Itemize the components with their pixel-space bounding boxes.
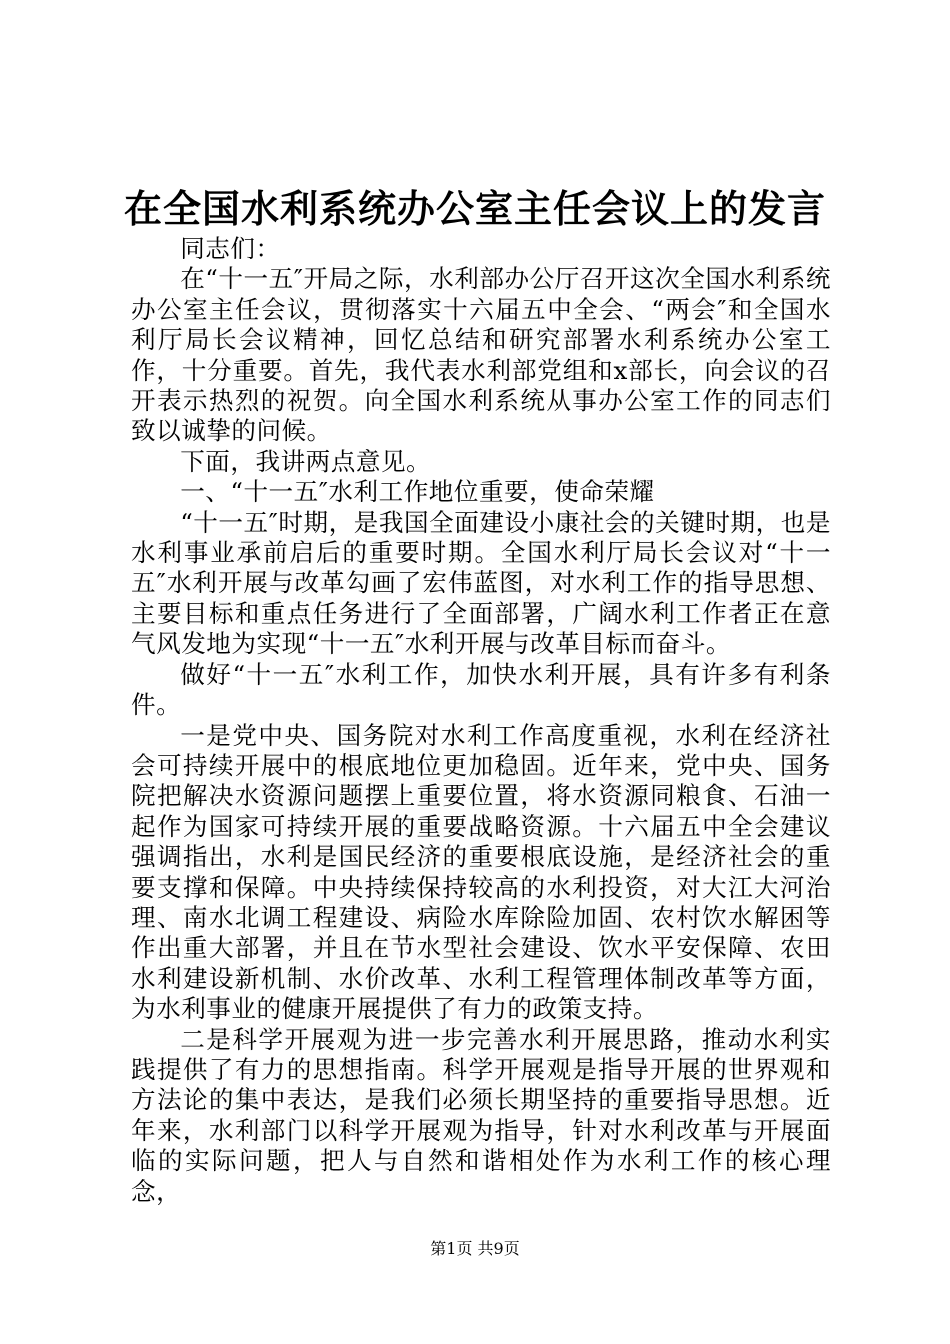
paragraph-salutation: 同志们： — [180, 234, 281, 263]
paragraph-transition: 下面，我讲两点意见。 — [180, 446, 432, 476]
paragraph-opening: 在“十一五″开局之际，水利部办公厅召开这次全国水利系统办公室主任会议，贯彻落实十六届五中全会、“两会″和全国水利厅局长会议精神，回忆总结和研究部署水利系统办公室工作，十分重要。首先，我代表水利部党组和x部长，向会议的召开表示热烈的祝贺。向全国水利系统从事办公室工作的同志们致以诚挚的问候。 — [131, 264, 831, 446]
paragraph-point-one: 一是党中央、国务院对水利工作高度重视，水利在经济社会可持续开展中的根底地位更加稳固。近年来，党中央、国务院把解决水资源问题摆上重要位置，将水资源同粮食、石油一起作为国家可持续开展的重要战略资源。十六届五中全会建议强调指出，水利是国民经济的重要根底设施，是经济社会的重要支撑和保障。中央持续保持较高的水利投资，对大江大河治理、南水北调工程建设、病险水库除险加固、农村饮水解困等作出重大部署，并且在节水型社会建设、饮水平安保障、农田水利建设新机制、水价改革、水利工程管理体制改革等方面，为水利事业的健康开展提供了有力的政策支持。 — [131, 720, 831, 1024]
paragraph-period: “十一五″时期，是我国全面建设小康社会的关键时期，也是水利事业承前启后的重要时期。全国水利厅局长会议对“十一五″水利开展与改革勾画了宏伟蓝图，对水利工作的指导思想、主要目标和重点任务进行了全面部署，广阔水利工作者正在意气风发地为实现“十一五″水利开展与改革目标而奋斗。 — [131, 507, 831, 659]
section-heading-one: 一、“十一五″水利工作地位重要，使命荣耀 — [180, 477, 655, 507]
document-title: 在全国水利系统办公室主任会议上的发言 — [123, 186, 826, 231]
paragraph-point-two: 二是科学开展观为进一步完善水利开展思路，推动水利实践提供了有力的思想指南。科学开展观是指导开展的世界观和方法论的集中表达，是我们必须长期坚持的重要指导思想。近年来，水利部门以科学开展观为指导，针对水利改革与开展面临的实际问题，把人与自然和谐相处作为水利工作的核心理念， — [131, 1024, 831, 1206]
page-footer: 第1页 共9页 — [430, 1239, 520, 1258]
paragraph-conditions: 做好“十一五″水利工作，加快水利开展，具有许多有利条件。 — [131, 659, 831, 720]
document-body — [131, 234, 831, 1207]
